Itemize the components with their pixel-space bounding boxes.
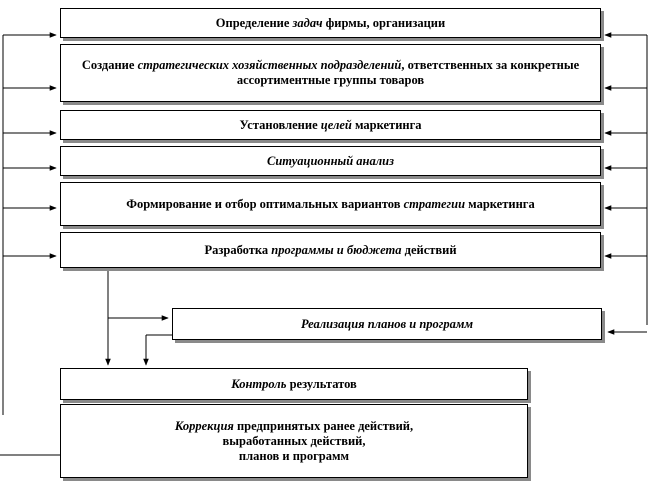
text-segment: действий (401, 242, 457, 257)
text-segment: результатов (286, 376, 357, 391)
text-segment: фирмы, организации (322, 15, 446, 30)
italic-term: Ситуационный анализ (267, 153, 394, 168)
box-text (301, 317, 473, 332)
text-segment: Разработка (204, 242, 272, 257)
italic-term: стратегии (403, 196, 466, 211)
text-segment: , ответственных за конкретные ассортиментные группы товаров (236, 58, 580, 87)
box-text (77, 58, 584, 88)
box-text (204, 243, 456, 258)
box-text (267, 154, 394, 169)
box-program-budget (60, 232, 601, 268)
box-goals (60, 8, 601, 38)
box-implementation (172, 308, 602, 340)
box-text (231, 377, 357, 392)
text-segment: Создание (81, 58, 138, 72)
italic-term: стратегических хозяйственных подразделений (137, 58, 402, 72)
box-control (60, 368, 528, 400)
box-text (126, 197, 534, 212)
italic-term: задач (292, 15, 323, 30)
text-segment: Формирование и отбор оптимальных вариантов (126, 196, 404, 211)
box-strategy (60, 182, 601, 226)
text-segment: планов и программ (238, 448, 350, 463)
italic-term: программы и бюджета (271, 242, 402, 257)
italic-term: Коррекция (174, 418, 234, 433)
text-segment: Определение (215, 15, 293, 30)
italic-term: Реализация планов и программ (300, 316, 474, 331)
box-text (216, 16, 445, 31)
box-objectives (60, 110, 601, 140)
box-units (60, 44, 601, 102)
box-situation-analysis (60, 146, 601, 176)
text-segment: Установление (239, 117, 321, 132)
text-segment: выработанных действий, (222, 433, 366, 448)
box-correction (60, 404, 528, 478)
text-segment: маркетинга (351, 117, 422, 132)
box-text (175, 419, 413, 464)
text-segment: предпринятых ранее действий, (233, 418, 414, 433)
box-text (239, 118, 421, 133)
text-segment: маркетинга (465, 196, 535, 211)
italic-term: целей (320, 117, 352, 132)
italic-term: Контроль (231, 376, 287, 391)
